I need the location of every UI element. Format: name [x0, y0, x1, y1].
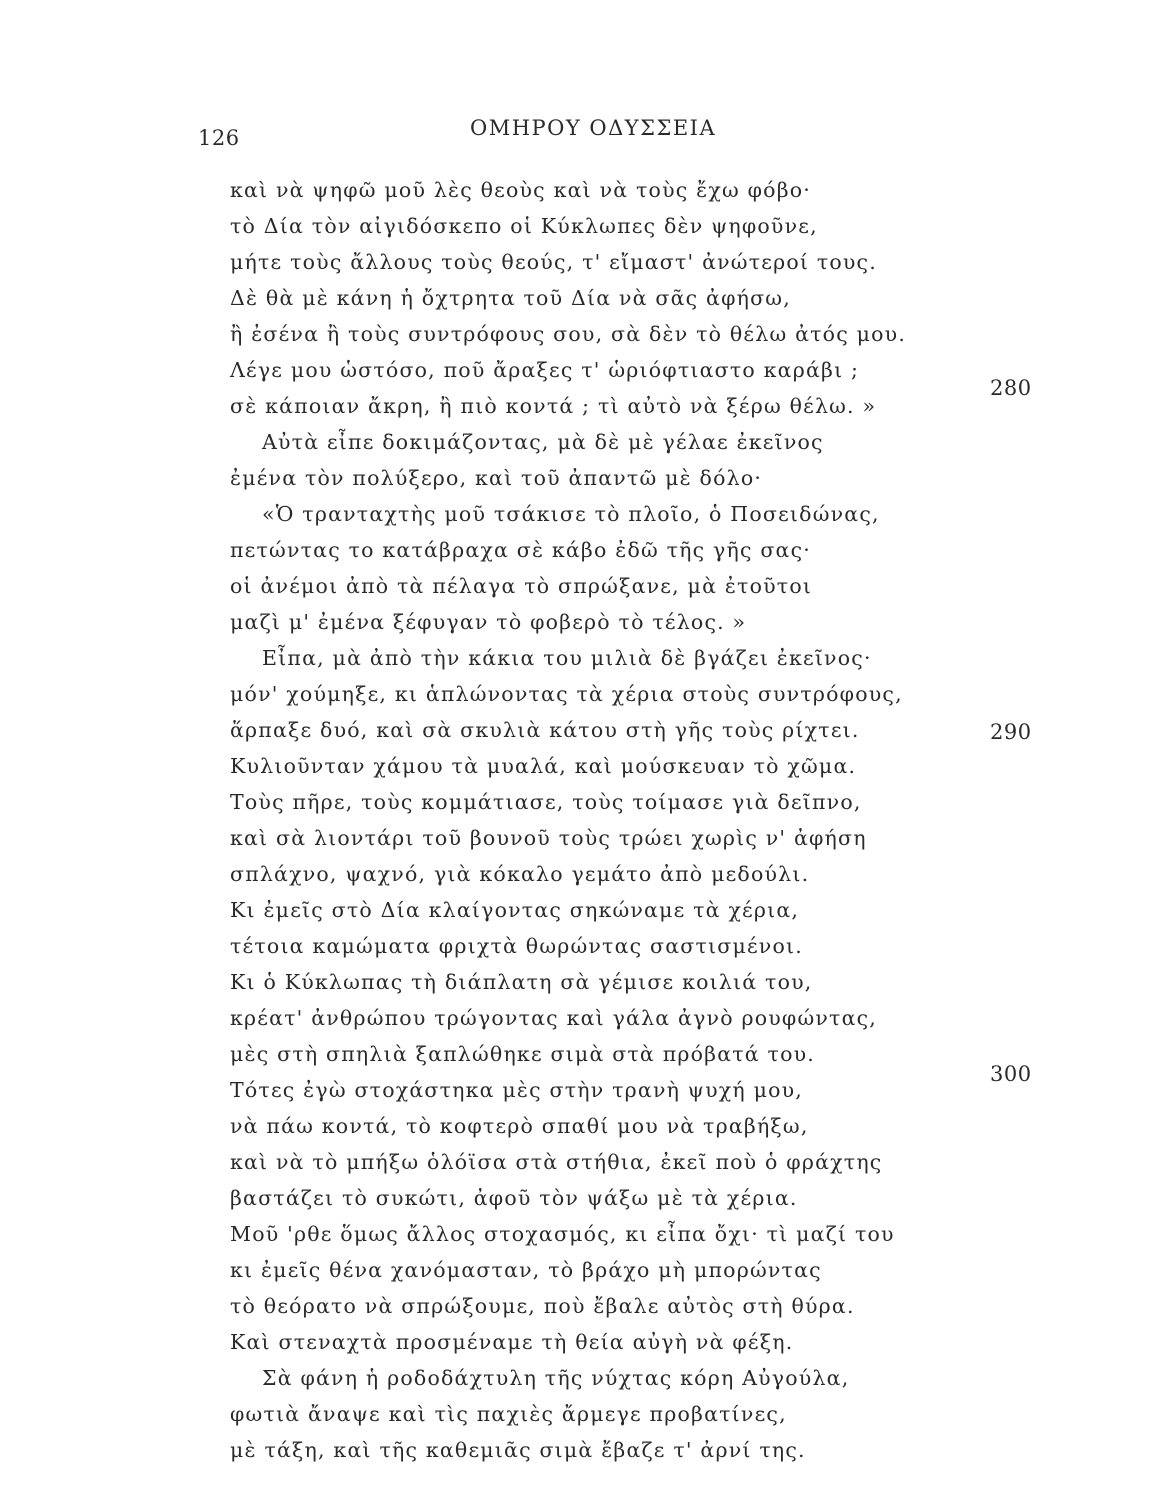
verse-line: φωτιὰ ἄναψε καὶ τὶς παχιὲς ἄρμεγε προβατίνες, [230, 1402, 787, 1426]
verse-line: σπλάχνο, ψαχνό, γιὰ κόκαλο γεμάτο ἀπὸ μεδούλι. [230, 862, 810, 886]
verse-line: οἱ ἀνέμοι ἀπὸ τὰ πέλαγα τὸ σπρώξανε, μὰ ἐτοῦτοι [230, 574, 813, 598]
line-number-280: 280 [990, 376, 1032, 400]
verse-line: τὸ θεόρατο νὰ σπρώξουμε, ποὺ ἔβαλε αὐτὸς στὴ θύρα. [230, 1294, 855, 1318]
verse-line: κρέατ' ἀνθρώπου τρώγοντας καὶ γάλα ἀγνὸ ρουφώντας, [230, 1006, 878, 1030]
verse-line: καὶ νὰ ψηφῶ μοῦ λὲς θεοὺς καὶ νὰ τοὺς ἔχω φόβο· [230, 178, 812, 202]
verse-line: σὲ κάποιαν ἄκρη, ἢ πιὸ κοντά ; τὶ αὐτὸ νὰ ξέρω θέλω. » [230, 394, 877, 418]
verse-line: μήτε τοὺς ἄλλους τοὺς θεούς, τ' εἴμαστ' ἀνώτεροί τους. [230, 250, 877, 274]
verse-line: νὰ πάω κοντά, τὸ κοφτερὸ σπαθί μου νὰ τραβήξω, [230, 1114, 809, 1138]
verse-line: μὲ τάξη, καὶ τῆς καθεμιᾶς σιμὰ ἔβαζε τ' ἀρνί της. [230, 1438, 806, 1462]
verse-line: Καὶ στεναχτὰ προσμέναμε τὴ θεία αὐγὴ νὰ φέξη. [230, 1330, 794, 1354]
verse-line: ἐμένα τὸν πολύξερο, καὶ τοῦ ἀπαντῶ μὲ δόλο· [230, 466, 763, 490]
line-number-290: 290 [990, 720, 1032, 744]
verse-line: καὶ σὰ λιοντάρι τοῦ βουνοῦ τοὺς τρώει χωρὶς ν' ἀφήση [230, 826, 867, 850]
verse-line: ἢ ἐσένα ἢ τοὺς συντρόφους σου, σὰ δὲν τὸ θέλω ἀτός μου. [230, 322, 907, 346]
verse-line: «Ὁ τρανταχτὴς μοῦ τσάκισε τὸ πλοῖο, ὁ Ποσειδώνας, [262, 502, 880, 526]
verse-line: τέτοια καμώματα φριχτὰ θωρώντας σαστισμένοι. [230, 934, 803, 958]
verse-line: Κι ὁ Κύκλωπας τὴ διάπλατη σὰ γέμισε κοιλιά του, [230, 970, 813, 994]
verse-line: μὲς στὴ σπηλιὰ ξαπλώθηκε σιμὰ στὰ πρόβατά του. [230, 1042, 816, 1066]
page-number: 126 [198, 126, 240, 150]
verse-line: Δὲ θὰ μὲ κάνη ἡ ὄχτρητα τοῦ Δία νὰ σᾶς ἀφήσω, [230, 286, 791, 310]
verse-line: Τοὺς πῆρε, τοὺς κομμάτιασε, τοὺς τοίμασε γιὰ δεῖπνο, [230, 790, 862, 814]
verse-line: Τότες ἐγὼ στοχάστηκα μὲς στὴν τρανὴ ψυχή μου, [230, 1078, 804, 1102]
verse-line: μόν' χούμηξε, κι ἁπλώνοντας τὰ χέρια στοὺς συντρόφους, [230, 682, 903, 706]
verse-line: κι ἐμεῖς θένα χανόμασταν, τὸ βράχο μὴ μπορώντας [230, 1258, 822, 1282]
verse-line: μαζὶ μ' ἐμένα ξέφυγαν τὸ φοβερὸ τὸ τέλος. » [230, 610, 747, 634]
verse-line: Κι ἐμεῖς στὸ Δία κλαίγοντας σηκώναμε τὰ χέρια, [230, 898, 800, 922]
verse-line: Λέγε μου ὡστόσο, ποῦ ἄραξες τ' ὡριόφτιαστο καράβι ; [230, 358, 860, 382]
verse-line: βαστάζει τὸ συκώτι, ἀφοῦ τὸν ψάξω μὲ τὰ χέρια. [230, 1186, 798, 1210]
verse-line: Μοῦ 'ρθε ὅμως ἄλλος στοχασμός, κι εἶπα ὄχι· τὶ μαζί του [230, 1222, 895, 1246]
verse-line: πετώντας το κατάβραχα σὲ κάβο ἐδῶ τῆς γῆς σας· [230, 538, 812, 562]
line-number-300: 300 [990, 1062, 1032, 1086]
verse-line: ἅρπαξε δυό, καὶ σὰ σκυλιὰ κάτου στὴ γῆς τοὺς ρίχτει. [230, 718, 860, 742]
page-header [0, 112, 1158, 152]
verse-line: Εἶπα, μὰ ἀπὸ τὴν κάκια του μιλιὰ δὲ βγάζει ἐκεῖνος· [262, 646, 872, 670]
verse-line: τὸ Δία τὸν αἰγιδόσκεπο οἱ Κύκλωπες δὲν ψηφοῦνε, [230, 214, 818, 238]
verse-line: Σὰ φάνη ἡ ροδοδάχτυλη τῆς νύχτας κόρη Αὐγούλα, [262, 1366, 850, 1390]
verse-line: Αὐτὰ εἶπε δοκιμάζοντας, μὰ δὲ μὲ γέλαε ἐκεῖνος [262, 430, 824, 454]
verse-line: Κυλιοῦνταν χάμου τὰ μυαλά, καὶ μούσκευαν τὸ χῶμα. [230, 754, 857, 778]
verse-line: καὶ νὰ τὸ μπήξω ὁλόϊσα στὰ στήθια, ἐκεῖ ποὺ ὁ φράχτης [230, 1150, 883, 1174]
running-title: ΟΜΗΡΟΥ ΟΔΥΣΣΕΙΑ [470, 116, 717, 140]
